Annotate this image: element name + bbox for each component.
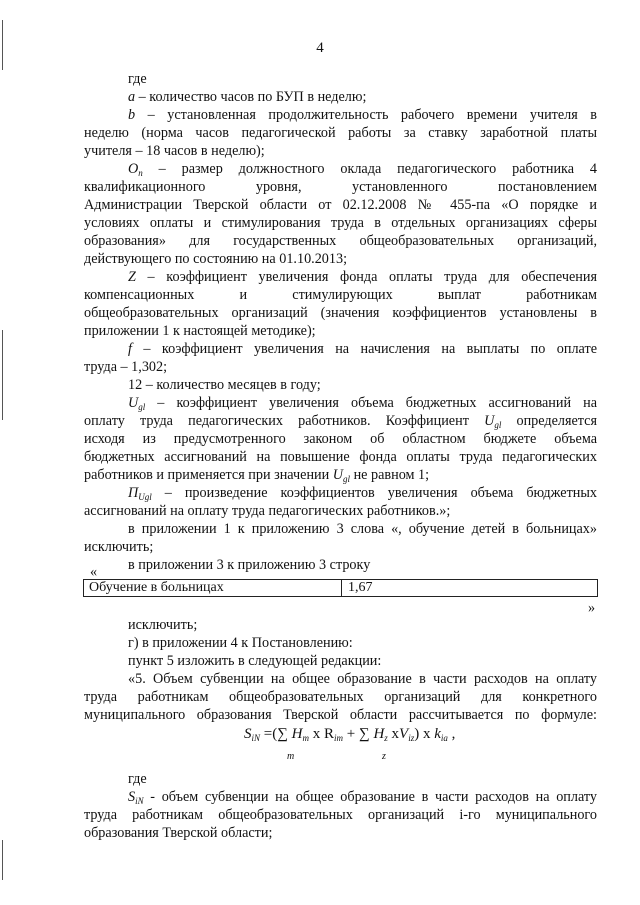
formula-k: k [434,726,441,742]
text-line: условиях оплаты и стимулирования труда в отдельных организациях сферы [84,215,597,231]
text-line [128,88,366,106]
var-b: b [128,107,136,123]
text-line: исключить; [128,617,198,633]
text-line: труда работникам общеобразовательных организаций для конкретного [84,689,597,705]
text-line: действующего по состоянию на 01.10.2013; [84,251,348,267]
text-line [128,484,597,502]
table-cell-value: 1,67 [348,580,373,595]
line-text: – размер должностного оклада педагогического работника 4 [142,161,597,177]
var-ugl [333,467,350,483]
formula-v-sub: iz [408,733,415,743]
text-line: общеобразовательных организаций (значения коэффициентов установлены в [84,305,597,321]
var-a: a [128,89,136,105]
formula-plus: + ∑ [343,726,374,742]
var-u: U [332,467,344,483]
scan-edge-line [2,840,3,880]
text-line: муниципального образования Тверской области рассчитывается по формуле: [84,707,597,723]
text-line: приложении 1 к настоящей методике); [84,323,316,339]
formula-r-sub: im [334,733,344,743]
text-line: ассигнований на оплату труда педагогических работников.»; [84,503,451,519]
var-f: f [128,341,132,357]
excluded-row-table [83,579,598,597]
formula-v: V [399,726,409,742]
line-text: – коэффициент увеличения фонда оплаты труда для обеспечения [135,269,597,285]
text-line: в приложении 3 к приложению 3 строку [128,557,371,573]
line-text: определяется [501,413,597,429]
text-line: учителя – 18 часов в неделю); [84,143,265,159]
text-line: неделю (норма часов педагогической работы за ставку заработной платы [84,125,597,141]
text-line: г) в приложении 4 к Постановлению: [128,635,353,651]
text-line: 12 – количество месяцев в году; [128,377,321,393]
var-s-sub: iN [135,796,144,806]
formula-h: H [291,726,303,742]
line-text: оплату труда педагогических работников. Коэффициент [84,413,485,429]
open-quote: « [90,564,98,580]
formula-s-sub: iN [251,733,261,743]
text-line [128,268,597,286]
line-text: - объем субвенции на общее образование в части расходов на оплату [143,789,597,805]
sum-index-m: m [287,751,295,762]
var-ugl [484,413,501,429]
var-u-sub: gl [494,420,502,430]
line-text: работников и применяется при значении [84,467,333,483]
text-line: труда работникам общеобразовательных организаций i-го муниципального [84,807,597,823]
text-line: где [128,71,147,87]
var-o: O [128,161,139,177]
var-p-sub: Ugl [138,492,152,502]
text-line [128,788,597,806]
formula-h-sub: m [302,733,310,743]
var-s: S [128,789,136,805]
close-quote: » [588,600,596,616]
formula-x2: x [387,726,400,742]
table-cell-name: Обучение в больницах [84,580,342,596]
scan-edge-line [2,330,3,420]
text-line: образования Тверской области; [84,825,273,841]
formula-end: , [447,726,456,742]
var-u: U [484,413,495,429]
text-line [84,466,429,484]
formula-close: ) x [414,726,435,742]
text-line: исходя из предусмотренного законом об областном бюджете объема [84,431,597,447]
text-line: пункт 5 изложить в следующей редакции: [128,653,382,669]
text-line: в приложении 1 к приложению 3 слова «, обучение детей в больницах» [128,521,597,537]
text-line [128,106,597,124]
line-text: не равном 1; [350,467,430,483]
text-line [128,160,597,178]
formula-s: S [244,726,252,742]
var-z: Z [128,269,136,285]
formula-k-sub: ia [440,733,448,743]
text-line: компенсационных и стимулирующих выплат работникам [84,287,597,303]
text-line: где [128,771,147,787]
line-text: – произведение коэффициентов увеличения объема бюджетных [151,485,597,501]
var-p: П [128,485,139,501]
sum-index-z: z [382,751,386,762]
formula-eq: =(∑ [260,726,292,742]
var-on [128,161,143,177]
text-line: Администрации Тверской области от 02.12.2008 № 455-па «О порядке и [84,197,597,213]
formula-hz: H [373,726,385,742]
text-line: исключить; [84,539,154,555]
subvention-formula [244,726,455,743]
var-u-sub: gl [343,474,351,484]
formula-hz-sub: z [384,733,388,743]
text-line: квалификационного уровня, установленного постановлением [84,179,597,195]
line-text: – установленная продолжительность рабочего времени учителя в [135,107,597,123]
var-u-sub: gl [138,402,146,412]
var-u: U [128,395,139,411]
page-number: 4 [316,40,324,56]
line-text: – коэффициент увеличения на начисления на выплаты по оплате [131,341,597,357]
line-text: – количество часов по БУП в неделю; [135,89,367,105]
var-pugl [128,485,152,501]
var-sin [128,789,144,805]
text-line: образования» для государственных общеобразовательных организаций, [84,233,597,249]
text-line [84,412,597,430]
formula-x1: x R [309,726,335,742]
text-line [128,394,597,412]
var-o-sub: n [138,168,143,178]
text-line [128,340,597,358]
line-text: – коэффициент увеличения объема бюджетных ассигнований на [145,395,597,411]
var-ugl [128,395,145,411]
text-line: труда – 1,302; [84,359,168,375]
text-line: бюджетных ассигнований на повышение фонда оплаты труда педагогических [84,449,597,465]
text-line: «5. Объем субвенции на общее образование в части расходов на оплату [128,671,597,687]
